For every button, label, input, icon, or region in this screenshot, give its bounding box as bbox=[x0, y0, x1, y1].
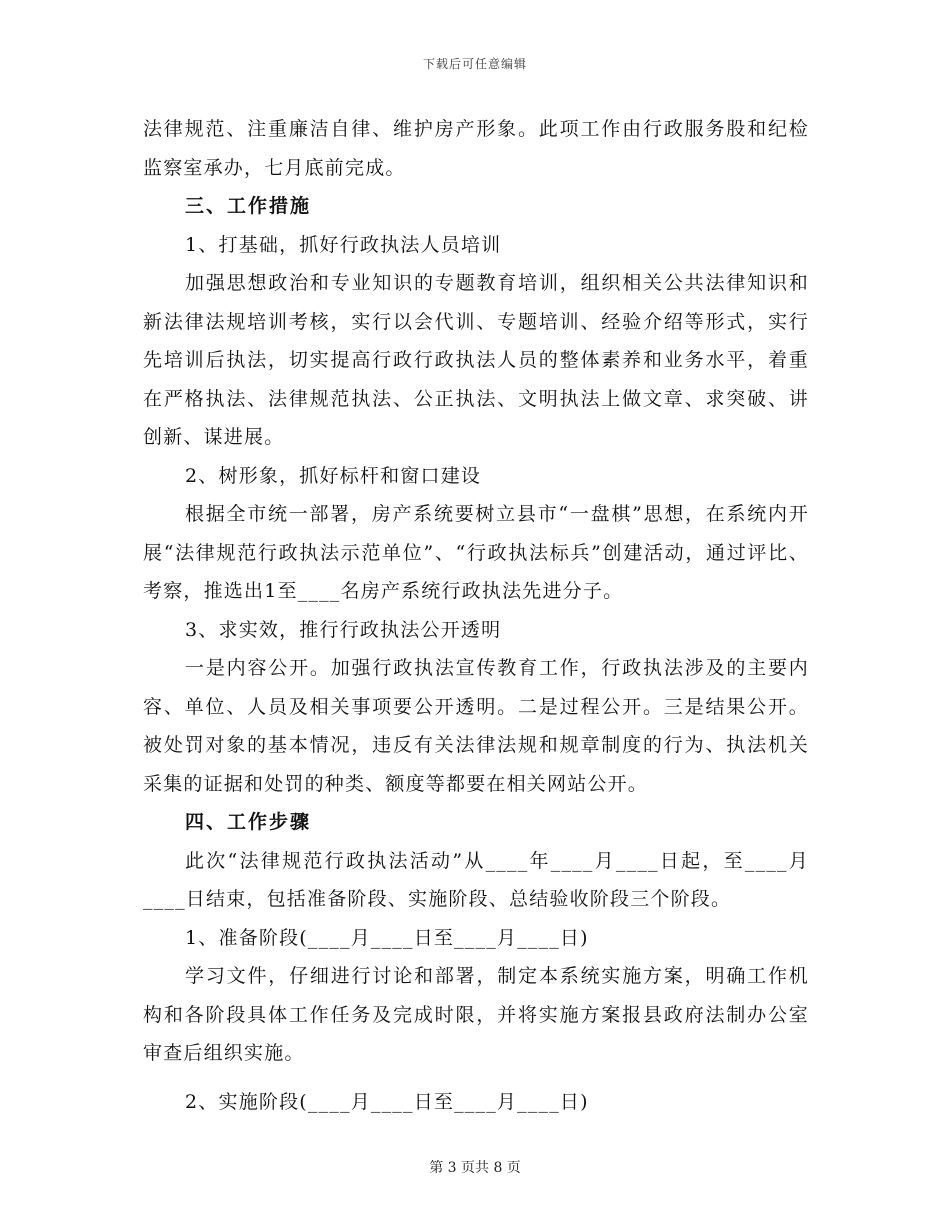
subsection-title-training: 1、打基础，抓好行政执法人员培训 bbox=[185, 233, 502, 256]
paragraph-steps-intro: 此次“法律规范行政执法活动”从____年____月____日起，至____月____日结束，包括准备阶段、实施阶段、总结验收阶段三个阶段。 bbox=[143, 849, 809, 910]
subsection-title-transparency: 3、求实效，推行行政执法公开透明 bbox=[185, 618, 502, 641]
subsection-title-image: 2、树形象，抓好标杆和窗口建设 bbox=[185, 464, 482, 487]
paragraph-transparency: 一是内容公开。加强行政执法宣传教育工作，行政执法涉及的主要内容、单位、人员及相关事项要公开透明。二是过程公开。三是结果公开。被处罚对象的基本情况，违反有关法律法规和规章制度的行为、执法机关采集的证据和处罚的种类、额度等都要在相关网站公开。 bbox=[143, 657, 809, 795]
page-footer: 第 3 页共 8 页 bbox=[429, 1160, 521, 1176]
section-heading-measures: 三、工作措施 bbox=[185, 195, 312, 217]
paragraph-continuation: 法律规范、注重廉洁自律、维护房产形象。此项工作由行政服务股和纪检监察室承办，七月底前完成。 bbox=[143, 118, 809, 179]
paragraph-training: 加强思想政治和专业知识的专题教育培训，组织相关公共法律知识和新法律法规培训考核，实行以会代训、专题培训、经验介绍等形式，实行先培训后执法，切实提高行政行政执法人员的整体素养和业务水平，着重在严格执法、法律规范执法、公正执法、文明执法上做文章、求突破、讲创新、谋进展。 bbox=[143, 272, 809, 448]
paragraph-preparation: 学习文件，仔细进行讨论和部署，制定本系统实施方案，明确工作机构和各阶段具体工作任务及完成时限，并将实施方案报县政府法制办公室审查后组织实施。 bbox=[143, 965, 809, 1064]
document-body bbox=[143, 110, 809, 1121]
page-header: 下载后可任意编辑 bbox=[422, 57, 527, 71]
stage-title-preparation: 1、准备阶段(____月____日至____月____日) bbox=[185, 926, 589, 949]
section-heading-steps: 四、工作步骤 bbox=[185, 811, 312, 833]
stage-title-implementation: 2、实施阶段(____月____日至____月____日) bbox=[185, 1090, 589, 1113]
paragraph-image: 根据全市统一部署，房产系统要树立县市“一盘棋”思想，在系统内开展“法律规范行政执法示范单位”、“行政执法标兵”创建活动，通过评比、考察，推选出1至____名房产系统行政执法先进分子。 bbox=[143, 503, 809, 602]
